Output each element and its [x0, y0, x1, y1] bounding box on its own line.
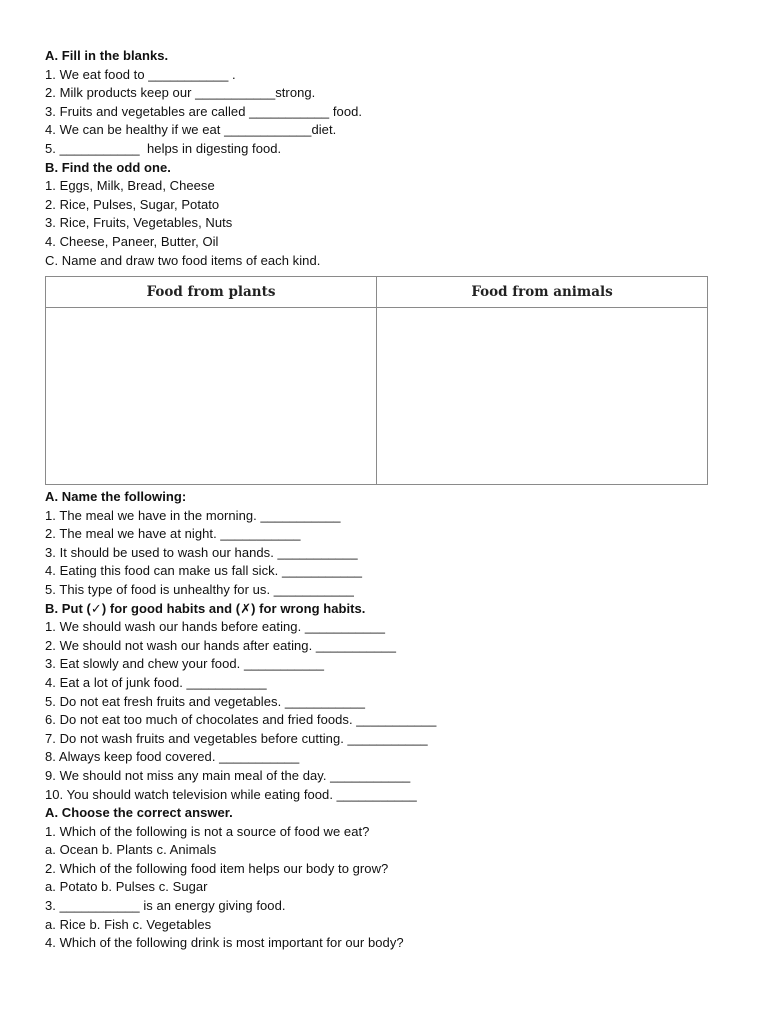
- choose-options: a. Ocean b. Plants c. Animals: [45, 842, 217, 858]
- choose-options: a. Rice b. Fish c. Vegetables: [45, 916, 212, 932]
- bottom-section: [45, 488, 725, 953]
- habit-item: 2. We should not wash our hands after eating. ___________: [45, 637, 396, 653]
- habit-item: 5. Do not eat fresh fruits and vegetables. ___________: [45, 693, 365, 709]
- fill-blank-item: 2. Milk products keep our ___________strong.: [45, 85, 316, 101]
- food-drawing-table-wrap: [45, 276, 708, 480]
- table-header-row: [46, 277, 708, 308]
- choose-answer-heading: A. Choose the correct answer.: [45, 805, 233, 821]
- choose-options: a. Potato b. Pulses c. Sugar: [45, 879, 208, 895]
- choose-question: 2. Which of the following food item helps our body to grow?: [45, 860, 389, 876]
- name-following-item: 3. It should be used to wash our hands. ___________: [45, 544, 358, 560]
- fill-blank-item: 1. We eat food to ___________ .: [45, 66, 236, 82]
- name-following-item: 2. The meal we have at night. ___________: [45, 526, 301, 542]
- odd-one-heading: B. Find the odd one.: [45, 159, 171, 175]
- fill-blanks-heading: A. Fill in the blanks.: [45, 48, 169, 63]
- choose-question: 3. ___________ is an energy giving food.: [45, 898, 286, 914]
- fill-blank-item: 5. ___________ helps in digesting food.: [45, 140, 282, 156]
- odd-one-item: 3. Rice, Fruits, Vegetables, Nuts: [45, 215, 233, 231]
- habit-item: 9. We should not miss any main meal of the day. ___________: [45, 767, 411, 783]
- plants-drawing-cell[interactable]: [46, 308, 377, 485]
- habit-item: 7. Do not wash fruits and vegetables before cutting. ___________: [45, 730, 428, 746]
- fill-blank-item: 4. We can be healthy if we eat ____________diet.: [45, 122, 337, 138]
- habit-item: 1. We should wash our hands before eating. ___________: [45, 619, 385, 635]
- choose-question: 4. Which of the following drink is most important for our body?: [45, 935, 404, 951]
- animals-drawing-cell[interactable]: [377, 308, 708, 485]
- habit-item: 10. You should watch television while eating food. ___________: [45, 786, 417, 802]
- habit-item: 4. Eat a lot of junk food. ___________: [45, 674, 267, 690]
- table-drawing-row: [46, 308, 708, 485]
- column-header-plants: Food from plants: [46, 277, 377, 308]
- name-following-heading: A. Name the following:: [45, 489, 187, 504]
- odd-one-item: 4. Cheese, Paneer, Butter, Oil: [45, 233, 219, 249]
- top-section: [45, 47, 725, 270]
- habit-item: 3. Eat slowly and chew your food. ___________: [45, 656, 325, 672]
- habit-item: 8. Always keep food covered. ___________: [45, 749, 300, 765]
- habits-heading: B. Put (✓) for good habits and (✗) for wrong habits.: [45, 600, 366, 616]
- column-header-animals: Food from animals: [377, 277, 708, 308]
- odd-one-item: 2. Rice, Pulses, Sugar, Potato: [45, 196, 220, 212]
- choose-question: 1. Which of the following is not a source of food we eat?: [45, 823, 370, 839]
- food-drawing-table: [45, 276, 708, 485]
- name-following-item: 4. Eating this food can make us fall sick. ___________: [45, 563, 363, 579]
- name-following-item: 1. The meal we have in the morning. ___________: [45, 507, 341, 523]
- draw-food-heading: C. Name and draw two food items of each kind.: [45, 252, 321, 268]
- name-following-item: 5. This type of food is unhealthy for us. ___________: [45, 581, 354, 597]
- fill-blank-item: 3. Fruits and vegetables are called ___________ food.: [45, 103, 363, 119]
- habit-item: 6. Do not eat too much of chocolates and fried foods. ___________: [45, 712, 437, 728]
- odd-one-item: 1. Eggs, Milk, Bread, Cheese: [45, 178, 215, 194]
